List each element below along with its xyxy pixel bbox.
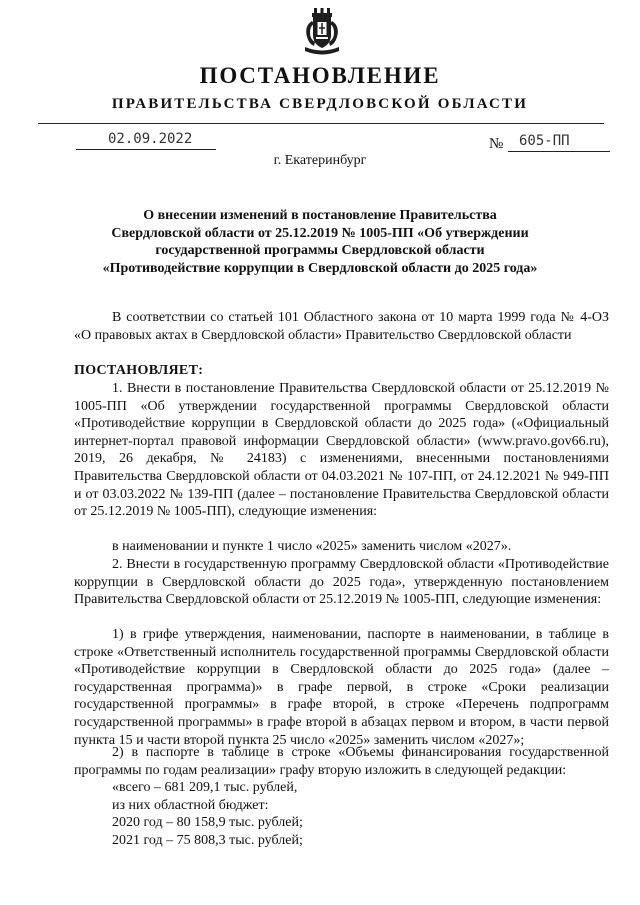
document-type-heading: ПОСТАНОВЛЕНИЕ bbox=[199, 63, 441, 88]
decree-heading: ПОСТАНОВЛЯЕТ: bbox=[74, 363, 204, 378]
document-number: 605-ПП bbox=[519, 133, 570, 149]
document-title-line: «Противодействие коррупции в Свердловской области до 2025 года» bbox=[102, 260, 538, 276]
document-title-line: государственной программы Свердловской области bbox=[155, 243, 485, 258]
date-underline bbox=[76, 149, 216, 150]
header-divider bbox=[38, 123, 604, 124]
item-1-change-paragraph: в наименовании и пункте 1 число «2025» заменить числом «2027». bbox=[112, 539, 512, 554]
subitem-1-paragraph: 1) в грифе утверждения, наименовании, паспорте в наименовании, в таблице в строке «Ответственный исполнитель государственной программы Свердловской области «Противодействие коррупции в Свердловской области до 2025 года» (далее – государственная программа)» в графе первой, в строке «Сроки реализации государственной программы» в графе второй, в строке «Перечень подпрограмм государственной программы» в графе второй в абзацах первом и втором, в части первой пункта 15 и части второй пункта 25 число «2025» заменить числом «2027»; bbox=[74, 627, 609, 748]
issuing-authority-heading: ПРАВИТЕЛЬСТВА СВЕРДЛОВСКОЙ ОБЛАСТИ bbox=[111, 96, 529, 112]
funding-line: 2020 год – 80 158,9 тыс. рублей; bbox=[112, 815, 303, 830]
number-label: № bbox=[489, 136, 504, 152]
preamble-paragraph: В соответствии со статьей 101 Областного закона от 10 марта 1999 года № 4-ОЗ «О правовых актах в Свердловской области» Правительство Свердловской области bbox=[74, 310, 609, 343]
document-title-line: Свердловской области от 25.12.2019 № 1005-ПП «Об утверждении bbox=[111, 225, 529, 241]
item-2-paragraph: 2. Внести в государственную программу Свердловской области «Противодействие коррупции в Свердловской области до 2025 года», утвержденную постановлением Правительства Свердловской области от 25.12.2019 № 1005-ПП, следующие изменения: bbox=[74, 557, 609, 608]
funding-line: 2021 год – 75 808,3 тыс. рублей; bbox=[112, 833, 303, 848]
item-1-paragraph: 1. Внести в постановление Правительства Свердловской области от 25.12.2019 № 1005-ПП «Об утверждении государственной программы Свердловской области «Противодействие коррупции в Свердловской области до 2025 года» («Официальный интернет-портал правовой информации Свердловской области» (www.pravo.gov66.ru), 2019, 26 декабря, № 24183) с изменениями, внесенными постановлениями Правительства Свердловской области от 04.03.2021 № 107-ПП, от 24.12.2021 № 949-ПП и от 03.03.2022 № 139-ПП (далее – постановление Правительства Свердловской области от 25.12.2019 № 1005-ПП), следующие изменения: bbox=[74, 381, 609, 520]
subitem-2-paragraph: 2) в паспорте в таблице в строке «Объемы финансирования государственной программы по годам реализации» графу вторую изложить в следующей редакции: bbox=[74, 745, 609, 778]
city-of-issue: г. Екатеринбург bbox=[273, 153, 367, 168]
funding-line: из них областной бюджет: bbox=[112, 798, 269, 813]
coat-of-arms-emblem bbox=[301, 8, 343, 58]
document-date: 02.09.2022 bbox=[108, 131, 193, 147]
document-title-line: О внесении изменений в постановление Правительства bbox=[143, 208, 497, 223]
funding-line: «всего – 681 209,1 тыс. рублей, bbox=[112, 780, 298, 795]
document-title bbox=[70, 207, 570, 277]
